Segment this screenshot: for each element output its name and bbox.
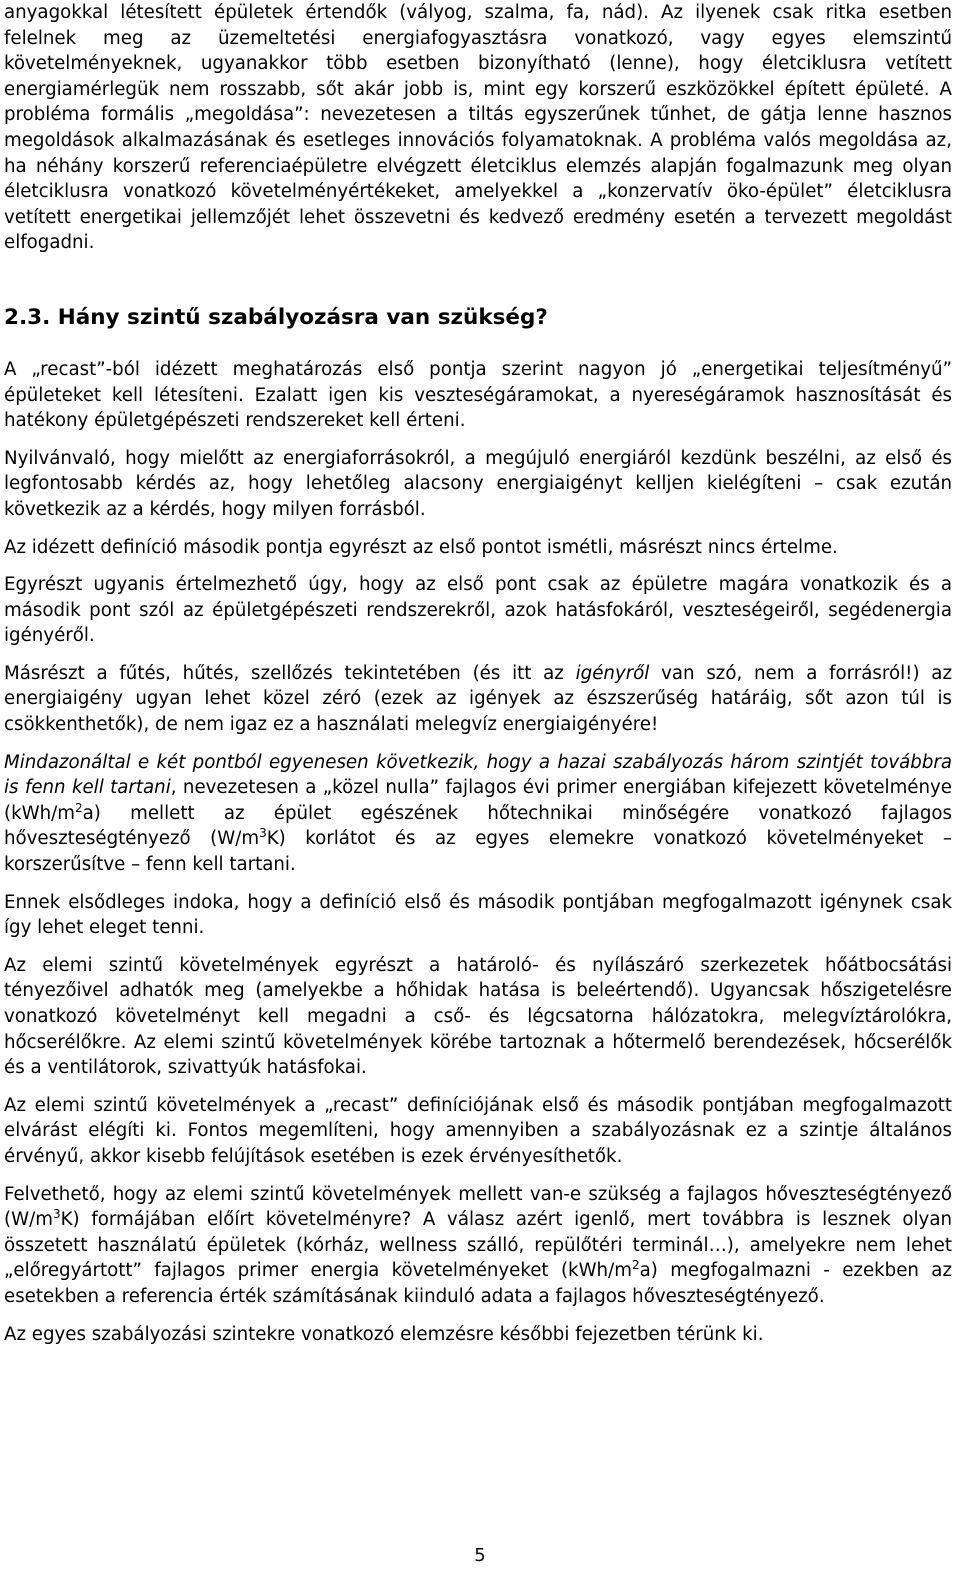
- paragraph-10-text-c: a) megfogalmazni - ezekben az esetekben a referencia érték számításának kiinduló adata a fajlagos hőveszteségtényező.: [4, 1260, 952, 1307]
- intro-paragraph: anyagokkal létesített épületek értendők (vályog, szalma, fa, nád). Az ilyenek csak ritka esetben felelnek meg az üzemeltetési energiafogyasztásra vonatkozó, vagy egyes elemszintű követelményeknek, ugyanakkor több esetben bizonyítható (lenne), hogy életciklusra vetített energiamérlegük nem rosszabb, sőt akár jobb is, mint egy korszerű eszközökkel épített épületé. A probléma formális „megoldása”: nevezetesen a tiltás egyszerűnek tűnhet, de gátja lenne hasznos megoldások alkalmazásának és esetleges innovációs folyamatoknak. A probléma valós megoldása az, ha néhány korszerű referenciaépületre elvégzett életciklus elemzés alapján fogalmazunk meg olyan életciklusra vonatkozó követelményértékeket, amelyekkel a „konzervatív öko-épület” életciklusra vetített energetikai jellemzőjét lehet összevetni és kedvező eredmény esetén a tervezett megoldást elfogadni.: [4, 2, 952, 254]
- paragraph-11: Az egyes szabályozási szintekre vonatkozó elemzésre későbbi fejezetben térünk ki.: [4, 1323, 764, 1345]
- paragraph-10-text-a: Felvethető, hogy az elemi szintű követelmények mellett van-e szükség a fajlagos hőveszteségtényező (W/m: [4, 1183, 952, 1231]
- paragraph-6-text-b: a) mellett az épület egészének hőtechnikai minőségére vonatkozó fajlagos hőveszteségtényező (W/m: [4, 802, 952, 850]
- paragraph-6-sup-b: 3: [259, 826, 267, 841]
- paragraph-6-italic: Mindazonáltal e két pontból egyenesen következik, hogy a hazai szabályozás három szintjét továbbra is fenn kell tartani: [4, 751, 952, 799]
- paragraph-10: [4, 1182, 952, 1310]
- paragraph-8: Az elemi szintű követelmények egyrészt a határoló- és nyílászáró szerkezetek hőátbocsátási tényezőivel adhatók meg (amelyekbe a hőhidak hatása is beleértendő). Ugyancsak hőszigetelésre vonatkozó követelményt kell megadni a cső- és légcsatorna hálózatokra, melegvíztárolókra, hőcserélőkre. Az elemi szintű követelmények körébe tartoznak a hőtermelő berendezések, hőcserélők és a ventilátorok, szivattyúk hatásfokai.: [4, 954, 952, 1079]
- paragraph-6-text-c: K) korlátot és az egyes elemekre vonatkozó követelményeket – korszerűsítve – fenn kell tartani.: [4, 828, 952, 876]
- paragraph-10-sup-b: 2: [631, 1258, 640, 1273]
- document-page: [4, 0, 952, 1347]
- section-heading: 2.3. Hány szintű szabályozásra van szükség?: [4, 304, 548, 330]
- paragraph-7: Ennek elsődleges indoka, hogy a definíció első és második pontjában megfogalmazott igénynek csak így lehet eleget tenni.: [4, 891, 952, 939]
- paragraph-3: Az idézett definíció második pontja egyrészt az első pontot ismétli, másrészt nincs értelme.: [4, 536, 838, 558]
- paragraph-2: Nyilvánvaló, hogy mielőtt az energiaforrásokról, a megújuló energiáról kezdünk beszélni, az első és legfontosabb kérdés az, hogy lehetőleg alacsony energiaigényt kelljen kielégíteni – csak ezután következik az a kérdés, hogy milyen forrásból.: [4, 447, 952, 520]
- paragraph-6: [4, 750, 952, 878]
- paragraph-5-italic: igényről: [575, 662, 650, 684]
- paragraph-6-text-a: , nevezetesen a „közel nulla” fajlagos évi primer energiában kifejezett követelménye (kWh/m: [4, 777, 952, 824]
- paragraph-10-text-b: K) formájában előírt követelményre? A válasz azért igenlő, mert továbbra is lesznek olyan összetett használatú épületek (kórház, wellness szálló, repülőtéri terminál…), amelyekre nem lehet „előregyártott” fajlagos primer energia követelményeket (kWh/m: [4, 1209, 952, 1282]
- paragraph-5-text-b: van szó, nem a forrásról!) az energiaigény ugyan lehet közel zéró (ezek az igények az észszerűség határáig, sőt azon túl is csökkenthetők), de nem igaz ez a használati melegvíz energiaigényére!: [4, 662, 952, 736]
- page-number: 5: [474, 1545, 486, 1566]
- paragraph-10-sup-a: 3: [52, 1207, 61, 1222]
- paragraph-1: A „recast”-ból idézett meghatározás első pontja szerint nagyon jó „energetikai teljesítményű” épületeket kell létesíteni. Ezalatt igen kis veszteségáramokat, a nyereségáramok hasznosítását és hatékony épületgépészeti rendszereket kell érteni.: [4, 358, 952, 432]
- paragraph-5-text-a: Másrészt a fűtés, hűtés, szellőzés tekintetében (és itt az: [4, 662, 576, 684]
- paragraph-5: [4, 661, 952, 738]
- paragraph-9: Az elemi szintű követelmények a „recast” definíciójának első és második pontjában megfogalmazott elvárást elégíti ki. Fontos megemlíteni, hogy amennyiben a szabályozásnak ez a szintje általános érvényű, akkor kisebb felújítások esetében is ezek érvényesíthetők.: [4, 1094, 952, 1167]
- paragraph-4: Egyrészt ugyanis értelmezhető úgy, hogy az első pont csak az épületre magára vonatkozik és a második pont szól az épületgépészeti rendszerekről, azok hatásfokáról, veszteségeiről, segédenergia igényéről.: [4, 574, 952, 647]
- paragraph-6-sup-a: 2: [74, 800, 83, 815]
